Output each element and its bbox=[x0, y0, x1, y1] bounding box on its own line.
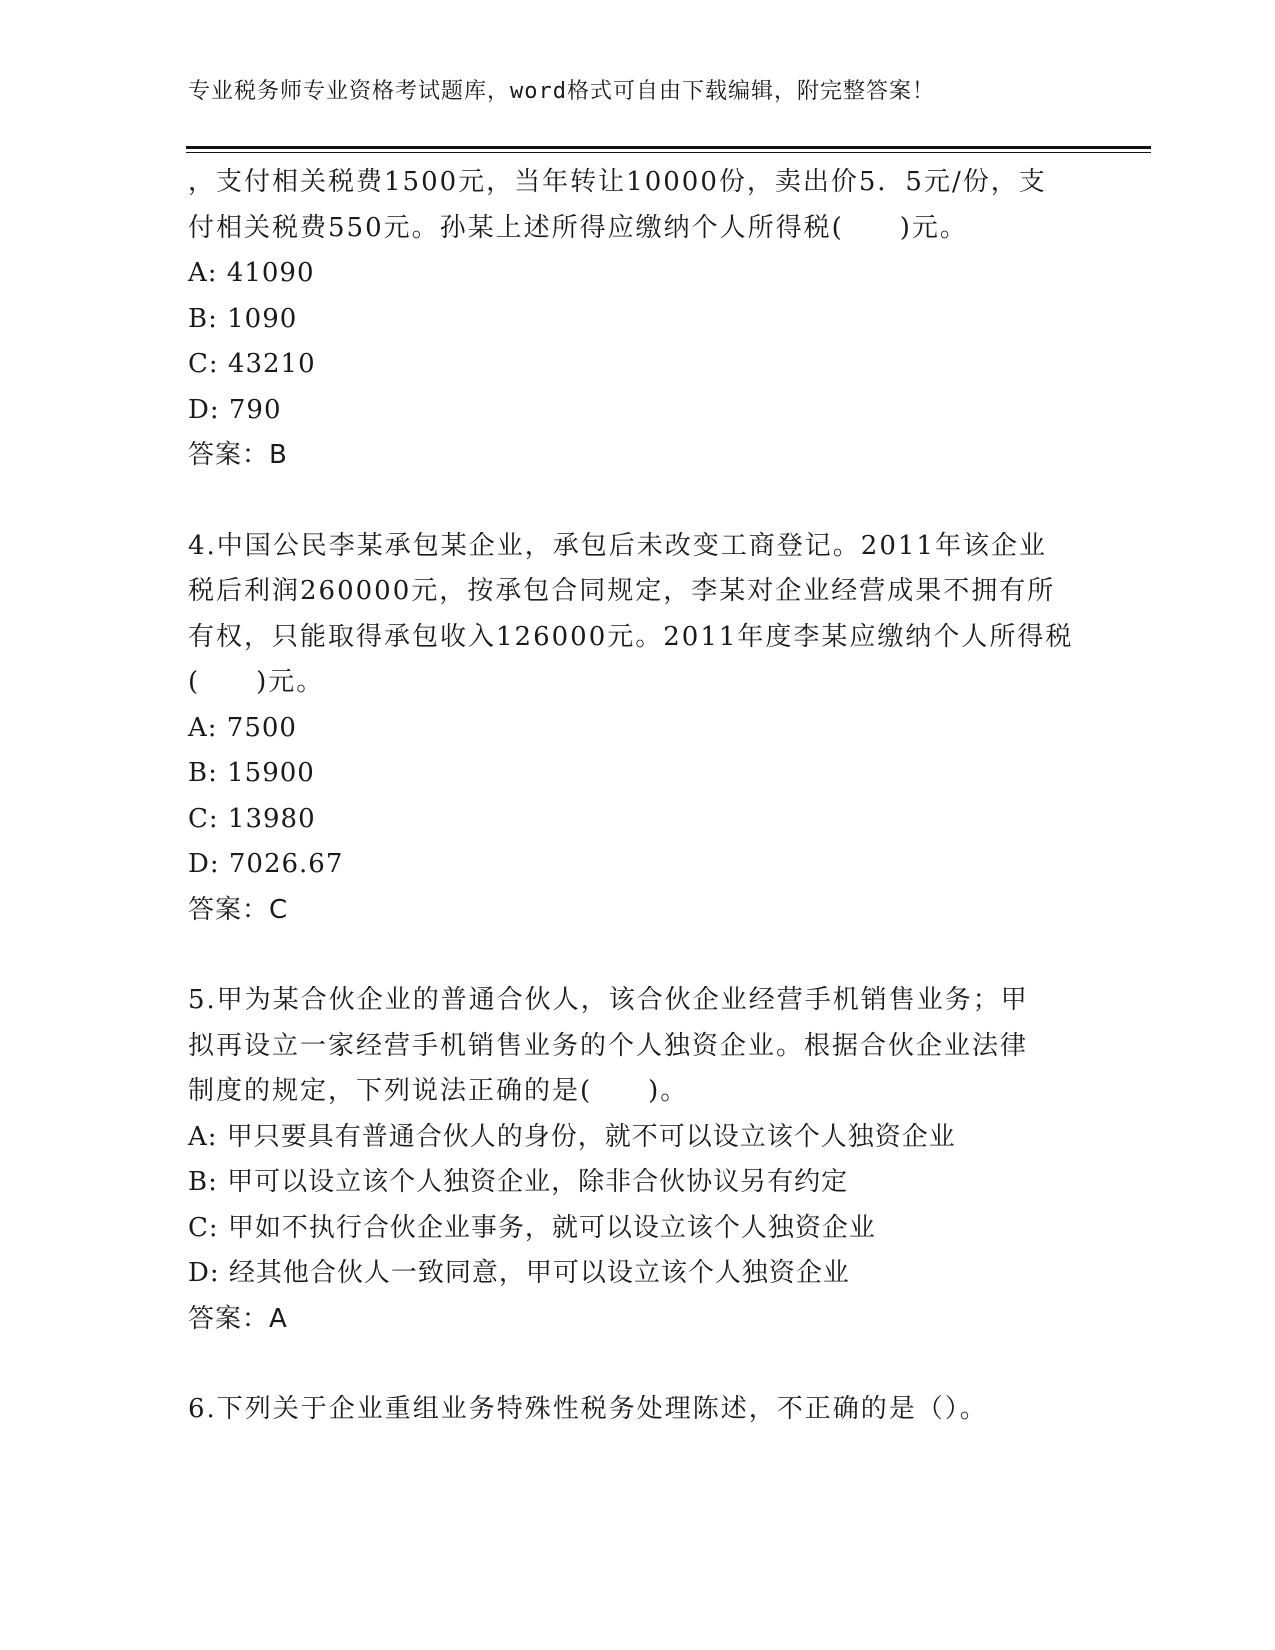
option-d: D: 7026.67 bbox=[188, 849, 344, 879]
question-6 bbox=[188, 1387, 1088, 1433]
question-4 bbox=[188, 524, 1088, 934]
question-stem-line: 5.甲为某合伙企业的普通合伙人，该合伙企业经营手机销售业务；甲 bbox=[188, 985, 1029, 1015]
answer: 答案：B bbox=[188, 440, 288, 470]
question-stem-line: 制度的规定，下列说法正确的是( )。 bbox=[188, 1076, 689, 1106]
option-b: B: 15900 bbox=[188, 758, 315, 788]
question-stem-line: 4.中国公民李某承包某企业，承包后未改变工商登记。2011年该企业 bbox=[188, 530, 1047, 561]
question-5 bbox=[188, 978, 1088, 1342]
option-c: C: 13980 bbox=[188, 803, 316, 834]
option-a: A: 甲只要具有普通合伙人的身份，就不可以设立该个人独资企业 bbox=[188, 1121, 956, 1152]
page-header: 专业税务师专业资格考试题库，word格式可自由下载编辑，附完整答案！ bbox=[188, 79, 935, 104]
answer: 答案：C bbox=[188, 894, 289, 925]
option-a: A: 7500 bbox=[188, 712, 297, 743]
header-rule-thick bbox=[186, 146, 1151, 149]
option-a: A: 41090 bbox=[188, 258, 315, 288]
document-body bbox=[188, 160, 1088, 1433]
answer: 答案：A bbox=[188, 1303, 288, 1334]
question-stem-line: ，支付相关税费1500元，当年转让10000份，卖出价5．5元/份，支 bbox=[188, 167, 1047, 197]
option-d: D: 790 bbox=[188, 394, 282, 425]
question-stem-line: 6.下列关于企业重组业务特殊性税务处理陈述，不正确的是（）。 bbox=[188, 1394, 988, 1424]
option-c: C: 43210 bbox=[188, 349, 316, 379]
question-stem-line: 付相关税费550元。孙某上述所得应缴纳个人所得税( )元。 bbox=[188, 212, 968, 243]
question-stem-line: 有权，只能取得承包收入126000元。2011年度李某应缴纳个人所得税 bbox=[188, 621, 1074, 652]
question-stem-line: 拟再设立一家经营手机销售业务的个人独资企业。根据合伙企业法律 bbox=[188, 1030, 1029, 1061]
option-c: C: 甲如不执行合伙企业事务，就可以设立该个人独资企业 bbox=[188, 1212, 876, 1243]
option-b: B: 甲可以设立该个人独资企业，除非合伙协议另有约定 bbox=[188, 1167, 849, 1197]
option-d: D: 经其他合伙人一致同意，甲可以设立该个人独资企业 bbox=[188, 1258, 850, 1288]
option-b: B: 1090 bbox=[188, 303, 298, 334]
question-stem-line: 税后利润260000元，按承包合同规定，李某对企业经营成果不拥有所 bbox=[188, 576, 1056, 606]
question-stem-line: ( )元。 bbox=[188, 667, 325, 697]
header-rule-thin bbox=[186, 152, 1151, 153]
question-3 bbox=[188, 160, 1088, 479]
